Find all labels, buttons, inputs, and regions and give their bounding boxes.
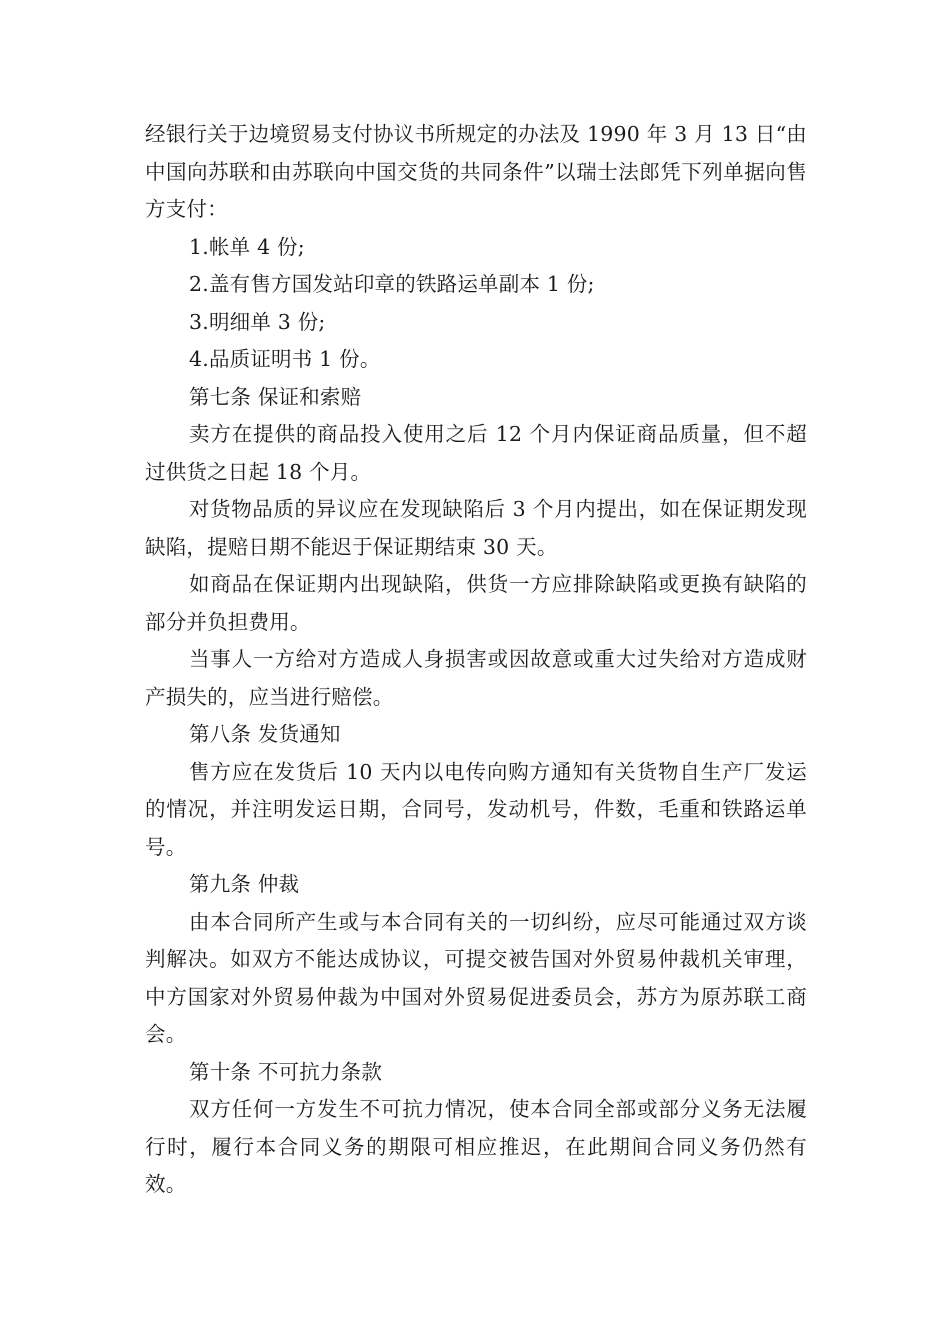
list-item-invoice: 1.帐单 4 份; (189, 234, 305, 259)
paragraph-compensation: 当事人一方给对方造成人身损害或因故意或重大过失给对方造成财产损失的，应当进行赔偿。 (145, 647, 807, 709)
paragraph-defect-remedy: 如商品在保证期内出现缺陷，供货一方应排除缺陷或更换有缺陷的部分并负担费用。 (145, 572, 807, 634)
list-item-waybill: 2.盖有售方国发站印章的铁路运单副本 1 份; (189, 272, 595, 296)
section-heading-article-7: 第七条 保证和索赔 (189, 384, 362, 409)
section-heading-article-8: 第八条 发货通知 (189, 722, 341, 746)
section-heading-article-9: 第九条 仲裁 (189, 872, 300, 896)
paragraph-payment-terms: 经银行关于边境贸易支付协议书所规定的办法及 1990 年 3 月 13 日“由中国向苏联和由苏联向中国交货的共同条件”以瑞士法郎凭下列单据向售方支付： (145, 122, 807, 221)
paragraph-arbitration: 由本合同所产生或与本合同有关的一切纠纷，应尽可能通过双方谈判解决。如双方不能达成协议，可提交被告国对外贸易仲裁机关审理，中方国家对外贸易仲裁为中国对外贸易促进委员会，苏方为原苏联工商会。 (145, 909, 807, 1046)
paragraph-quality-objection: 对货物品质的异议应在发现缺陷后 3 个月内提出，如在保证期发现缺陷，提赔日期不能迟于保证期结束 30 天。 (145, 497, 807, 559)
list-item-quality-certificate: 4.品质证明书 1 份。 (189, 347, 381, 371)
document-page (145, 116, 807, 1204)
list-item-packing-list: 3.明细单 3 份; (189, 309, 326, 334)
paragraph-warranty-period: 卖方在提供的商品投入使用之后 12 个月内保证商品质量，但不超过供货之日起 18 个月。 (145, 422, 807, 484)
paragraph-force-majeure: 双方任何一方发生不可抗力情况，使本合同全部或部分义务无法履行时，履行本合同义务的期限可相应推迟，在此期间合同义务仍然有效。 (145, 1097, 807, 1196)
paragraph-shipping-notice: 售方应在发货后 10 天内以电传向购方通知有关货物自生产厂发运的情况，并注明发运日期，合同号，发动机号，件数，毛重和铁路运单号。 (145, 759, 807, 859)
section-heading-article-10: 第十条 不可抗力条款 (189, 1059, 383, 1084)
